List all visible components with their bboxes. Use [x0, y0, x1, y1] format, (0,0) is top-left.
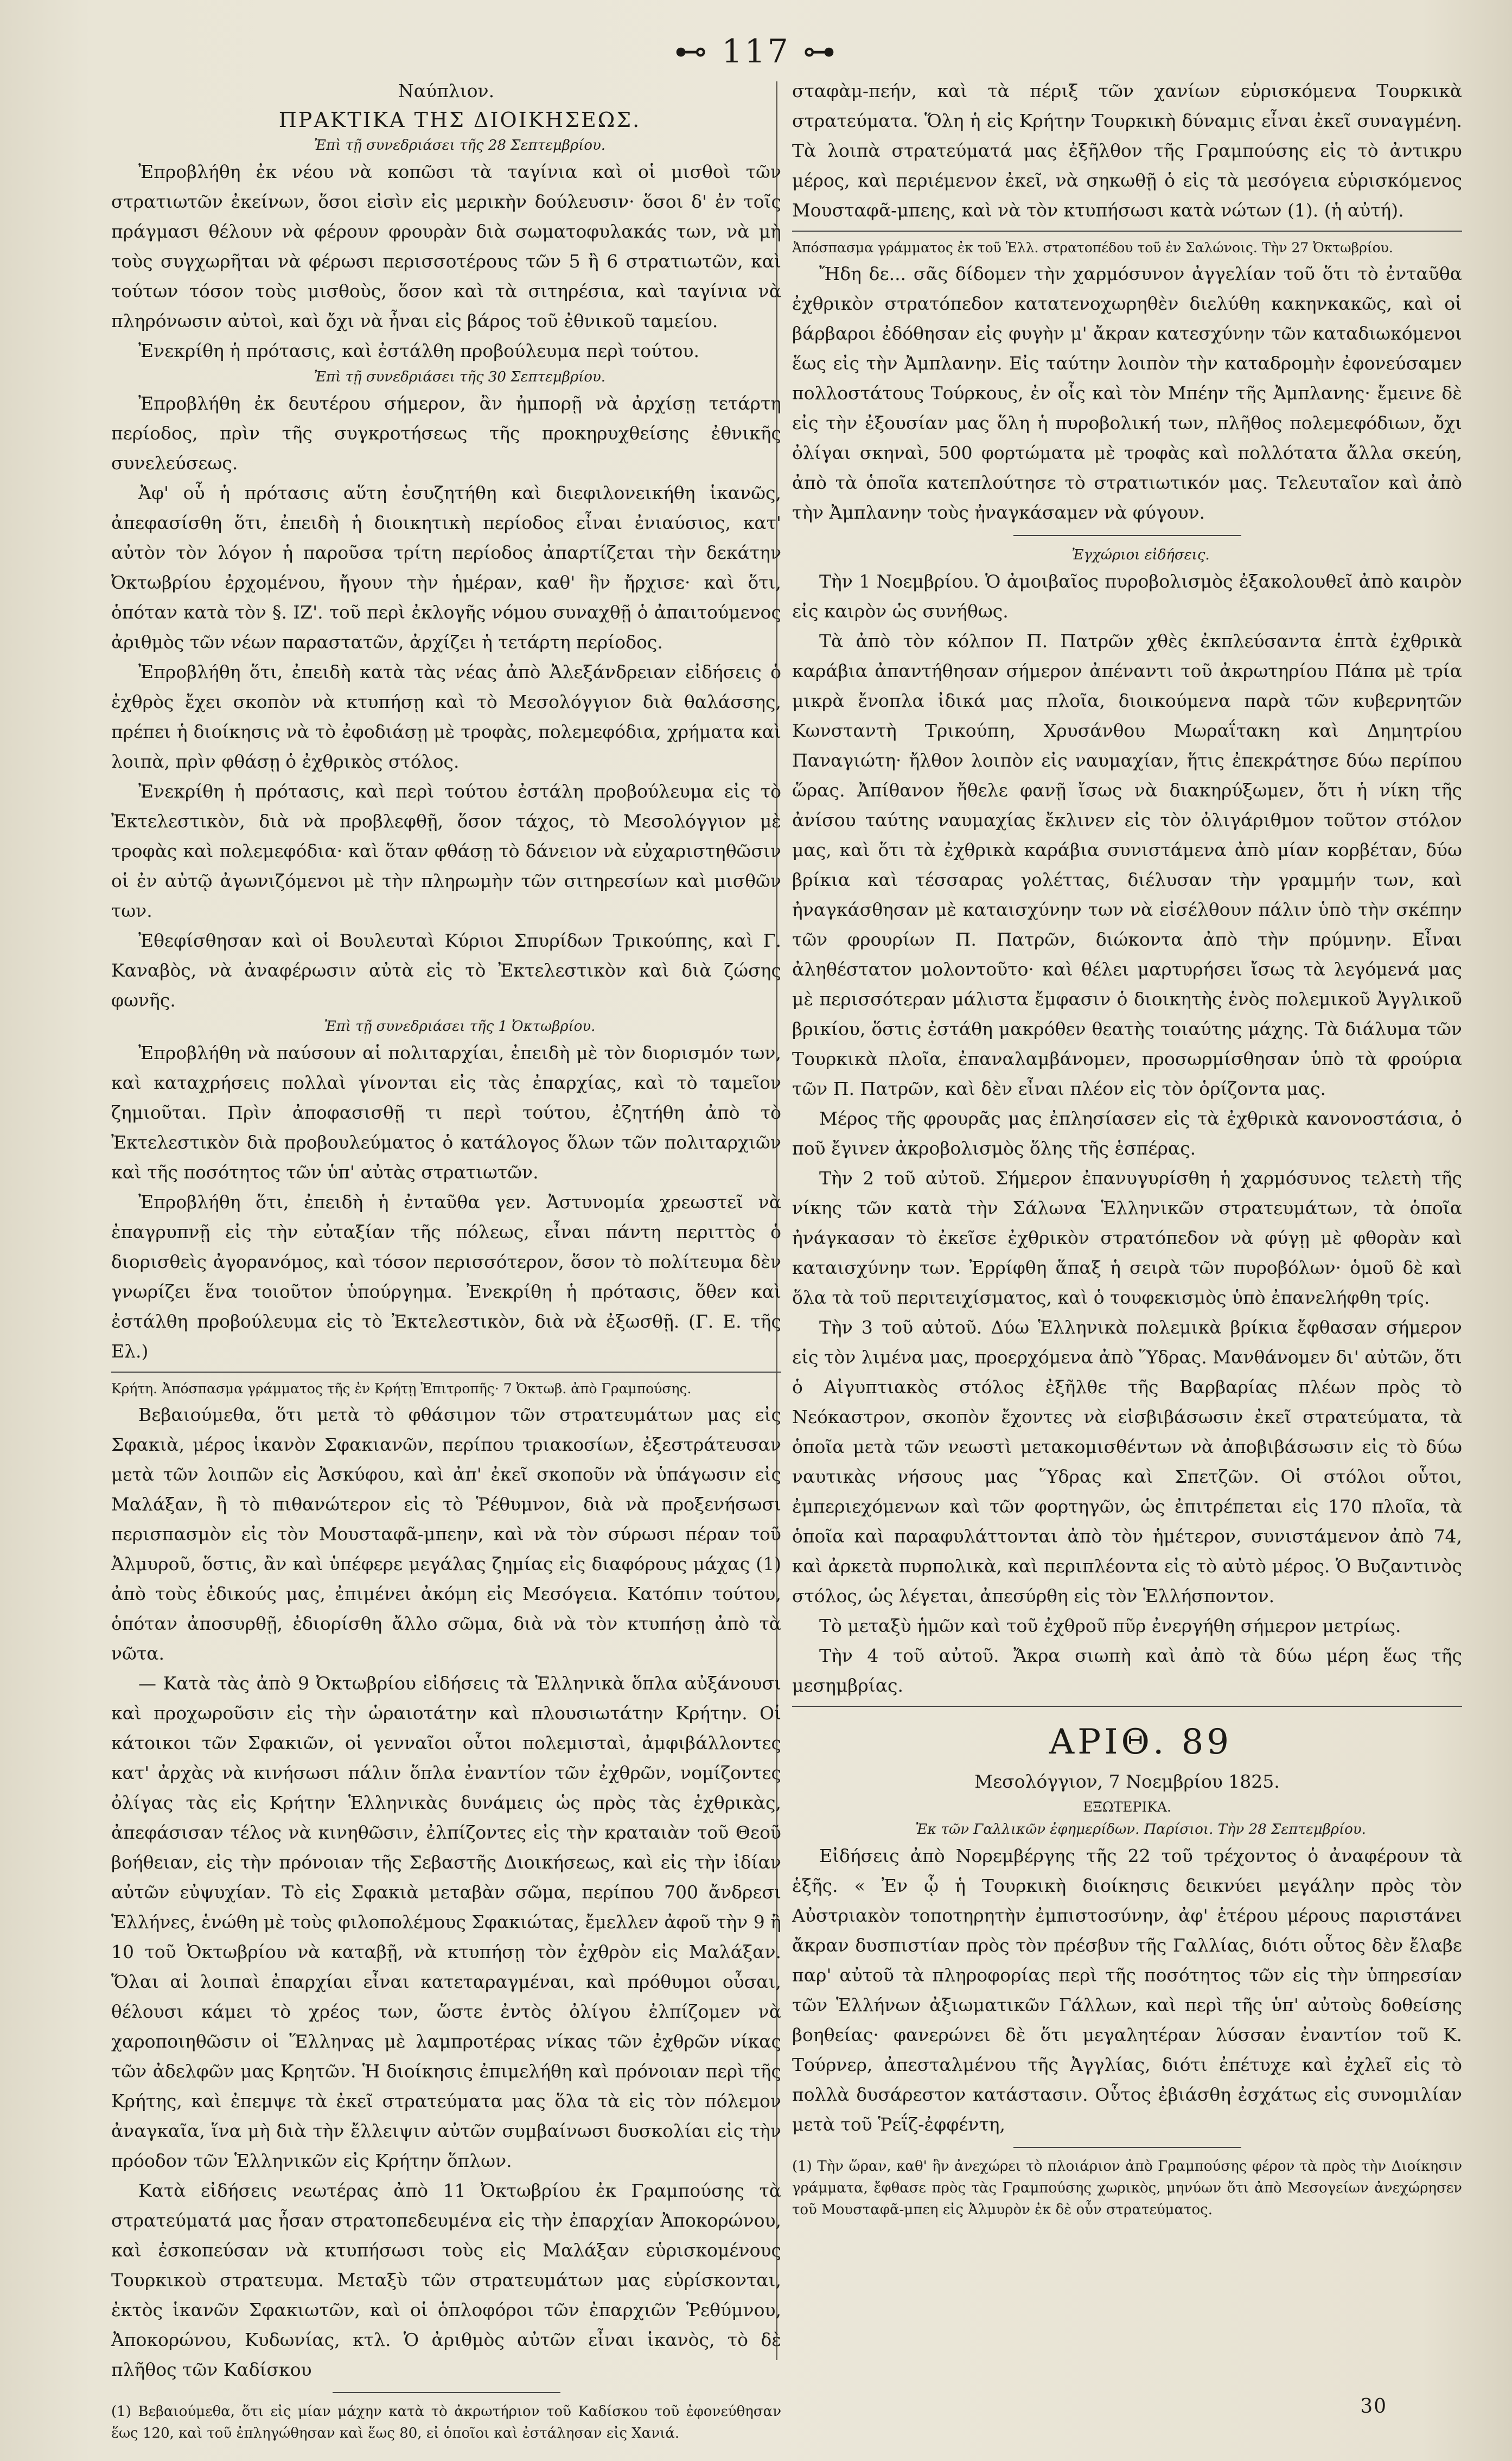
foreign-news-heading: ΕΞΩΤΕΡΙΚΑ.	[1083, 1799, 1171, 1815]
paragraph: Εἰδήσεις ἀπὸ Νορεμβέργης τῆς 22 τοῦ τρέχοντος ὁ ἀναφέρουν τὰ ἑξῆς. « Ἐν ᾧ ἡ Τουρκικὴ διοίκησις δεικνύει μεγάλην πρὸς τὸν Αὐστριακὸν τοποτηρητὴν ἐμπιστοσύνην, ἀφ' ἑτέρου μέρους παριστάνει ἄκραν δυσπιστίαν πρὸς τὸν πρέσβυν τῆς Γαλλίας, διότι οὗτος δὲν ἔλαβε παρ' αὐτοῦ τὰ πληροφορίας περὶ τῆς ποσότητος τῶν εἰς τὴν ὑπηρεσίαν τῶν Ἑλλήνων ἀξιωματικῶν Γάλλων, καὶ περὶ τῆς ὑπ' αὐτοὺς δοθείσης βοηθείας· φανερώνει δὲ ὅτι μεγαλητέραν λύσσαν ἐναντίον τοῦ Κ. Τούρνερ, ἀπεσταλμένου τῆς Ἀγγλίας, διότι ἐπέτυχε καὶ ἐχλεῖ εἰς τὸ πολλὰ δυσάρεστον κατάστασιν. Οὗτος ἐβιάσθη ἐσχάτως εἰς συνομιλίαν μετὰ τοῦ Ῥεΐζ-ἐφφέντη,	[792, 1845, 1462, 2135]
section-rule	[111, 1372, 781, 1373]
issue-number: ΑΡΙΘ. 89	[1049, 1722, 1233, 1762]
paragraph: Ἐπροβλήθη ὅτι, ἐπειδὴ κατὰ τὰς νέας ἀπὸ Ἀλεξάνδρειαν εἰδήσεις ὁ ἐχθρὸς ἔχει σκοπὸν νὰ κτυπήσῃ καὶ τὸ Μεσολόγγιον διὰ θαλάσσης, πρέπει ἡ διοίκησις νὰ τὸ ἐφοδιάσῃ μὲ τροφὰς, πολεμεφόδια, χρήματα καὶ λοιπὰ, πρὶν φθάσῃ ὁ ἐχθρικὸς στόλος.	[111, 661, 781, 772]
paragraph: Ἐπροβλήθη ἐκ δευτέρου σήμερον, ἂν ἠμπορῇ νὰ ἀρχίσῃ τετάρτη περίοδος, πρὶν τῆς συγκροτήσεως τῆς προκηρυχθείσης ἐθνικῆς συνελεύσεως.	[111, 393, 781, 474]
paragraph: Κατὰ εἰδήσεις νεωτέρας ἀπὸ 11 Ὀκτωβρίου ἐκ Γραμπούσης τὰ στρατεύματά μας ἦσαν στρατοπεδευμένα εἰς τὴν ἐπαρχίαν Ἀποκορώνου, καὶ ἐσκοπεύσαν νὰ κτυπήσωσι τοὺς εἰς Μαλάξαν εὑρισκομένους Τουρκικοὺ στρατευμα. Μεταξὺ τῶν στρατευμάτων μας εὑρίσκονται, ἐκτὸς ἱκανῶν Σφακιωτῶν, καὶ οἱ ὁπλοφόροι τῶν ἐπαρχιῶν Ῥεθύμνου, Ἀποκορώνου, Κυδωνίας, κτλ. Ὁ ἀριθμὸς αὐτῶν εἶναι ἱκανὸς, τὸ δὲ πλῆθος τῶν Καδίσκου	[111, 2180, 781, 2380]
section-title: ΠΡΑΚΤΙΚΑ ΤΗΣ ΔΙΟΙΚΗΣΕΩΣ.	[278, 108, 641, 132]
local-news-heading: Ἐγχώριοι εἰδήσεις.	[1071, 547, 1210, 563]
letter-heading: Ἀπόσπασμα γράμματος ἐκ τοῦ Ἑλλ. στρατοπέδου τοῦ ἐν Σαλώνοις. Τὴν 27 Ὀκτωβρίου.	[792, 240, 1393, 256]
session-date: Ἐπὶ τῇ συνεδριάσει τῆς 30 Σεπτεμβρίου.	[314, 369, 606, 385]
folio-ornament-right: ⊶	[790, 33, 838, 71]
session-date: Ἐπὶ τῇ συνεδριάσει τῆς 28 Σεπτεμβρίου.	[314, 137, 606, 154]
sheet-number: 30	[1360, 2395, 1387, 2418]
paragraph: Ἐνεκρίθη ἡ πρότασις, καὶ περὶ τούτου ἐστάλη προβούλευμα εἰς τὸ Ἐκτελεστικὸν, διὰ νὰ προβλεφθῇ, ὅσον τάχος, τὸ Μεσολόγγιον μὲ τροφὰς καὶ πολεμεφόδια· καὶ ὅταν φθάσῃ τὸ δάνειον νὰ εὐχαριστηθῶσιν οἱ ἐν αὐτῷ ἀγωνιζόμενοι μὲ τὴν πληρωμὴν τῶν σιτηρεσίων καὶ μισθῶν των.	[111, 781, 781, 921]
paragraph: — Κατὰ τὰς ἀπὸ 9 Ὀκτωβρίου εἰδήσεις τὰ Ἑλληνικὰ ὅπλα αὐξάνουσι καὶ προχωροῦσιν εἰς τὴν ὡραιοτάτην καὶ πλουσιωτάτην Κρήτην. Οἱ κάτοικοι τῶν Σφακιῶν, οἱ γενναῖοι οὗτοι πολεμισταὶ, ἀμφιβάλλοντες κατ' ἀρχὰς νὰ κινήσωσι πάλιν ὅπλα ἐναντίον τῶν ἐχθρῶν, νομίζοντες ὀλίγας τὰς εἰς Κρήτην Ἑλληνικὰς δυνάμεις ὡς πρὸς τὰς ἐχθρικὰς, ἀπεφάσισαν τέλος νὰ κινηθῶσιν, ἐλπίζοντες εἰς τὴν κραταιὰν τοῦ Θεοῦ βοήθειαν, εἰς τὴν πρόνοιαν τῆς Σεβαστῆς Διοικήσεως, καὶ εἰς τὴν ἰδίαν αὐτῶν εὐψυχίαν. Τὸ εἰς Σφακιὰ μεταβὰν σῶμα, περίπου 700 ἄνδρεσι Ἑλλήνες, ἑνώθη μὲ τοὺς φιλοπολέμους Σφακιώτας, ἔμελλεν ἀφοῦ τὴν 9 ἢ 10 τοῦ Ὀκτωβρίου νὰ καταβῇ, νὰ κτυπήσῃ τὸν ἐχθρὸν εἰς Μαλάξαν. Ὅλαι αἱ λοιπαὶ ἐπαρχίαι εἶναι κατεταραγμέναι, καὶ πρόθυμοι οὖσαι, θέλουσι κάμει τὸ χρέος των, ὥστε ἐντὸς ὀλίγου ἐλπίζομεν νὰ χαροποιηθῶσιν οἱ Ἕλληνας μὲ λαμπροτέρας νίκας τῶν ἐχθρῶν νίκας τῶν ἀδελφῶν μας Κρητῶν. Ἡ διοίκησις ἐπιμελήθη καὶ πρόνοιαν περὶ τῆς Κρήτης, καὶ ἐπεμψε τὰ ἐκεῖ στρατεύματα μας ὅλα τὰ εἰς τὸν πόλεμον ἀναγκαῖα, ἵνα μὴ διὰ τὴν ἔλλειψιν αὐτῶν συμβαίνωσι δυσκολίαι εἰς τὴν πρόοδον τῶν Ἑλληνικῶν εἰς Κρήτην ὅπλων.	[111, 1673, 781, 2171]
paragraph: Βεβαιούμεθα, ὅτι μετὰ τὸ φθάσιμον τῶν στρατευμάτων μας εἰς Σφακιὰ, μέρος ἱκανὸν Σφακιανῶν, περίπου τριακοσίων, ἐξεστράτευσαν μετὰ τῶν λοιπῶν εἰς Ἀσκύφου, καὶ ἀπ' ἐκεῖ σκοποῦν νὰ ὑπάγωσιν εἰς Μαλάξαν, ἢ τὸ πιθανώτερον εἰς τὸ Ῥέθυμνον, διὰ νὰ προξενήσωσι περισπασμὸν εἰς τὸν Μουσταφᾶ-μπεην, καὶ νὰ τὸν σύρωσι πέραν τοῦ Ἀλμυροῦ, ὅστις, ἂν καὶ ὑπέφερε μεγάλας ζημίας εἰς διαφόρους μάχας (1) ἀπὸ τοὺς ἐδικούς μας, ἐπιμένει ἀκόμη εἰς Μεσόγεια. Κατόπιν τούτου, ὁπόταν ἀποσυρθῇ, ἐδιορίσθη ἄλλο σῶμα, διὰ νὰ τὸν κτυπήσῃ ἀπὸ τὰ νῶτα.	[111, 1404, 781, 1664]
page-folio	[0, 33, 1512, 71]
section-rule	[1013, 535, 1241, 536]
paragraph: Τὸ μεταξὺ ἡμῶν καὶ τοῦ ἐχθροῦ πῦρ ἐνεργήθη σήμερον μετρίως.	[819, 1615, 1401, 1636]
session-date: Ἐπὶ τῇ συνεδριάσει τῆς 1 Ὀκτωβρίου.	[324, 1018, 596, 1035]
paragraph: Τὴν 3 τοῦ αὐτοῦ. Δύω Ἑλληνικὰ πολεμικὰ βρίκια ἔφθασαν σήμερον εἰς τὸν λιμένα μας, προερχόμενα ἀπὸ Ὕδρας. Μανθάνομεν δι' αὐτῶν, ὅτι ὁ Αἰγυπτιακὸς στόλος ἐξῆλθε τῆς Βαρβαρίας πλέων πρὸς τὸ Νεόκαστρον, σκοπὸν ἔχοντες νὰ εἰσβιβάσωσιν ἐκεῖ στρατεύματα, τὰ ὁποῖα μετὰ τῶν νεωστὶ μετακομισθέντων νὰ ἀποβιβάσωσιν εἰς τὸ δύω ναυτικὰς νήσους μας Ὕδρας καὶ Σπετζῶν. Οἱ στόλοι οὗτοι, ἐμπεριεχόμενων καὶ τῶν φορτηγῶν, ὡς ἐπιτρέπεται εἰς 170 πλοῖα, τὰ ὁποῖα καὶ παραφυλάττονται ἀπὸ τὸν ἡμέτερον, συνιστάμενον ἀπὸ 74, καὶ ἀρκετὰ πυρπολικὰ, καὶ περιπλέοντα εἰς τὸ αὐτὸ μέρος. Ὁ Βυζαντινὸς στόλος, ὡς λέγεται, ἀπεσύρθη εἰς τὸν Ἑλλήσποντον.	[792, 1317, 1462, 1606]
paragraph: Ἤδη δε... σᾶς δίδομεν τὴν χαρμόσυνον ἀγγελίαν τοῦ ὅτι τὸ ἐνταῦθα ἐχθρικὸν στρατόπεδον κατατενοχωρηθὲν διελύθη κακηνκακῶς, καὶ οἱ βάρβαροι ἐδόθησαν εἰς φυγὴν μ' ἄκραν κατεσχύνην τῶν καταδιωκόμενοι ἕως εἰς τὴν Ἀμπλανην. Εἰς ταύτην λοιπὸν τὴν καταδρομὴν ἐφονεύσαμεν πολλοστάτους Τούρκους, ἐν οἷς καὶ τὸν Μπέην τῆς Ἀμπλανης· ἔμεινε δὲ εἰς τὴν ἐξουσίαν μας ὅλη ἡ πυροβολική των, πλῆθος πολεμεφόδιων, ὄχι ὀλίγαι σκηναὶ, 500 φορτώματα μὲ τροφὰς καὶ πολλότατα ἄλλα σκεύη, ἀπὸ τὰ ὁποῖα κατεπλούτησε τὸ στρατιωτικόν μας. Τελευταῖον καὶ ἀπὸ τὴν Ἀμπλανην τοὺς ἠναγκάσαμεν νὰ φύγουν.	[792, 263, 1462, 523]
paragraph: Τὴν 1 Νοεμβρίου. Ὁ ἀμοιβαῖος πυροβολισμὸς ἐξακολουθεῖ ἀπὸ καιρὸν εἰς καιρὸν ὡς συνήθως.	[792, 571, 1462, 622]
issue-rule	[792, 1706, 1462, 1707]
paragraph: Ἐπροβλήθη ἐκ νέου νὰ κοπῶσι τὰ ταγίνια καὶ οἱ μισθοὶ τῶν στρατιωτῶν ἐκείνων, ὅσοι εἰσὶν εἰς μερικὴν δούλευσιν· ὅσοι δ' ἐν τοῖς πράγμασι θέλουν νὰ φέρουν φρουρὰν διὰ σωματοφυλακάς των, νὰ μὴ τοὺς συγχωρῆται νὰ φέρωσι περισσοτέρους τῶν 5 ἢ 6 στρατιωτῶν, καὶ τούτων τόσον τοὺς μισθοὺς, ὅσον καὶ τὰ σιτηρέσια, καὶ ταγίνια νὰ πληρόνωσιν αὐτοὶ, καὶ ὄχι νὰ ἦναι εἰς βάρος τοῦ ἐθνικοῦ ταμείου.	[111, 161, 781, 331]
paragraph: Ἀφ' οὗ ἡ πρότασις αὕτη ἐσυζητήθη καὶ διεφιλονεικήθη ἱκανῶς, ἀπεφασίσθη ὅτι, ἐπειδὴ ἡ διοικητικὴ περίοδος εἶναι ἐνιαύσιος, κατ' αὐτὸν τὸν λόγον ἡ παροῦσα τρίτη περίοδος ἀπαρτίζεται τὴν δεκάτην Ὀκτωβρίου ἐρχομένου, ἤγουν τὴν ἡμέραν, καθ' ἣν ἤρχισε· καὶ ὅτι, ὁπόταν κατὰ τὸν §. ΙΖ'. τοῦ περὶ ἐκλογῆς νόμου συναχθῇ ὁ ἀπαιτούμενος ἀριθμὸς τῶν νέων παραστατῶν, ἀρχίζει ἡ τετάρτη περίοδος.	[111, 482, 781, 653]
page-number: 117	[722, 33, 790, 71]
footnote: (1) Βεβαιούμεθα, ὅτι εἰς μίαν μάχην κατὰ τὸ ἀκρωτήριον τοῦ Καδίσκου τοῦ ἐφονεύθησαν ἕως 120, καὶ τοῦ ἐπληγώθησαν καὶ ἕως 80, εἰ ὁποῖοι καὶ ἐστάλησαν εἰς Χανιά.	[111, 2403, 781, 2441]
footnote-rule	[1013, 2147, 1241, 2148]
news-source: Ἐκ τῶν Γαλλικῶν ἐφημερίδων. Παρίσιοι. Τὴν 28 Σεπτεμβρίου.	[915, 1821, 1366, 1838]
paragraph: Ἐθεφίσθησαν καὶ οἱ Βουλευταὶ Κύριοι Σπυρίδων Τρικούπης, καὶ Γ. Καναβὸς, νὰ ἀναφέρωσιν αὐτὰ εἰς τὸ Ἐκτελεστικὸν καὶ διὰ ζώσης φωνῆς.	[111, 930, 781, 1011]
issue-dateline: Μεσολόγγιον, 7 Νοεμβρίου 1825.	[974, 1771, 1280, 1792]
footnote-rule	[333, 2392, 560, 2393]
paragraph: Τὴν 4 τοῦ αὐτοῦ. Ἄκρα σιωπὴ καὶ ἀπὸ τὰ δύω μέρη ἕως τῆς μεσημβρίας.	[792, 1645, 1462, 1696]
paragraph: Ἐνεκρίθη ἡ πρότασις, καὶ ἐστάλθη προβούλευμα περὶ τούτου.	[138, 340, 699, 361]
left-column	[111, 76, 781, 2444]
paragraph: Τὰ ἀπὸ τὸν κόλπον Π. Πατρῶν χθὲς ἐκπλεύσαντα ἑπτὰ ἐχθρικὰ καράβια ἀπαντήθησαν σήμερον ἀπέναντι τοῦ ἀκρωτηρίου Πάπα μὲ τρία μικρὰ ἔνοπλα ἰδικά μας πλοῖα, διοικούμενα παρὰ τῶν κυβερνητῶν Κωνσταντὴ Τρικούπη, Χρυσάνθου Μωραΐτακη καὶ Δημητρίου Παναγιώτη· ἤλθον λοιπὸν εἰς ναυμαχίαν, ἥτις ἐπεκράτησε δύω περίπου ὥρας. Ἀπίθανον ἤθελε φανῇ ἴσως νὰ διακηρύξωμεν, ὅτι ἡ νίκη τῆς ἀνίσου ταύτης ναυμαχίας ἔκλινεν εἰς τὸν ὀλιγάριθμον τοῦτον στόλον μας, καὶ ὅτι τὰ ἐχθρικὰ καράβια συνιστάμενα ἀπὸ μίαν κορβέταν, δύω βρίκια καὶ τέσσαρας γολέττας, διέλυσαν τὴν γραμμήν των, καὶ ἠναγκάσθησαν μὲ καταισχύνην των νὰ εἰσέλθουν πάλιν ὑπὸ τὴν σκέπην τῶν φρουρίων Π. Πατρῶν, διώκοντα ἀπὸ τὴν πρύμνην. Εἶναι ἀληθέστατον μολοντοῦτο· καὶ θέλει μαρτυρήσει ἴσως τὰ λεγόμενά μας μὲ περισσότεραν μάλιστα ἔμφασιν ὁ διοικητὴς ἑνὸς πολεμικοῦ Ἀγγλικοῦ βρικίου, ὅστις ἐστάθη μακρόθεν θεατὴς τοιαύτης μάχης. Τὰ διάλυμα τῶν Τουρκικὰ πλοῖα, ἐπαναλαμβάνομεν, προσωρμίσθησαν ὑπὸ τὰ φρούρια τῶν Π. Πατρῶν, καὶ δὲν εἶναι πλέον εἰς τὸν ὁρίζοντα μας.	[792, 630, 1462, 1099]
place-heading: Ναύπλιον.	[398, 80, 495, 101]
paragraph: Ἐπροβλήθη νὰ παύσουν αἱ πολιταρχίαι, ἐπειδὴ μὲ τὸν διορισμόν των, καὶ καταχρήσεις πολλαὶ γίνονται εἰς τὰς ἐπαρχίας, καὶ τὸ ταμεῖον ζημιοῦται. Πρὶν ἀποφασισθῇ τι περὶ τούτου, ἐζητήθη ἀπὸ τὸ Ἐκτελεστικὸν διὰ προβουλεύματος ὁ κατάλογος ὅλων τῶν πολιταρχιῶν καὶ τῆς ποσότητος τῶν ὑπ' αὐτὰς στρατιωτῶν.	[111, 1042, 781, 1183]
crete-heading: Κρήτη. Ἀπόσπασμα γράμματος τῆς ἐν Κρήτῃ Ἐπιτροπῆς· 7 Ὀκτωβ. ἀπὸ Γραμπούσης.	[111, 1381, 692, 1397]
paragraph: Μέρος τῆς φρουρᾶς μας ἐπλησίασεν εἰς τὰ ἐχθρικὰ κανονοστάσια, ὁ ποῦ ἔγινεν ἀκροβολισμὸς ὅλης τῆς ἑσπέρας.	[792, 1108, 1462, 1159]
footnote: (1) Τὴν ὥραν, καθ' ἣν ἀνεχώρει τὸ πλοιάριον ἀπὸ Γραμπούσης φέρον τὰ πρὸς τὴν Διοίκησιν γράμματα, ἔφθασε πρὸς τὰς Γραμπούσης χωρικὸς, μηνύων ὅτι ἀπὸ Μεσογείων ἀνεχώρησεν τοῦ Μουσταφᾶ-μπεη εἰς Ἀλμυρὸν ἐκ δὲ οὖν στρατεύματος.	[792, 2158, 1462, 2218]
paragraph: Ἐπροβλήθη ὅτι, ἐπειδὴ ἡ ἐνταῦθα γεν. Ἀστυνομία χρεωστεῖ νὰ ἐπαγρυπνῇ εἰς τὴν εὐταξίαν τῆς πόλεως, εἶναι πάντη περιττὸς ὁ διορισθεὶς ἀγορανόμος, καὶ τόσον περισσότερον, ὅσον τὸ πολίτευμα δὲν γνωρίζει ἕνα τοιοῦτον ὑπούργημα. Ἐνεκρίθη ἡ πρότασις, ὅθεν καὶ ἐστάλθη προβούλευμα εἰς τὸ Ἐκτελεστικὸν, διὰ νὰ ἐξωσθῇ. (Γ. Ε. τῆς Ελ.)	[111, 1191, 781, 1362]
paragraph: Τὴν 2 τοῦ αὐτοῦ. Σήμερον ἐπανυγυρίσθη ἡ χαρμόσυνος τελετὴ τῆς νίκης τῶν κατὰ τὴν Σάλωνα Ἑλληνικῶν στρατευμάτων, τὰ ὁποῖα ἠνάγκασαν τὸ ἐκεῖσε ἐχθρικὸν στρατόπεδον νὰ φύγῃ μὲ φθορὰν καὶ καταισχύνην των. Ἐρρίφθη ἅπαξ ἡ σειρὰ τῶν πυροβόλων· ὁμοῦ δὲ καὶ ὅλα τὰ τοῦ περιτειχίσματος, καὶ ὁ τουφεκισμὸς ὑπὸ ἐπανελήφθη τρίς.	[792, 1168, 1462, 1308]
paragraph: σταφὰμ-πεήν, καὶ τὰ πέριξ τῶν χανίων εὑρισκόμενα Τουρκικὰ στρατεύματα. Ὅλη ἡ εἰς Κρήτην Τουρκικὴ δύναμις εἶναι ἐκεῖ συναγμένη. Τὰ λοιπὰ στρατεύματά μας ἐξῆλθον τῆς Γραμπούσης εἰς τὸ ἀντικρυ μέρος, καὶ περιέμενον ἐκεῖ, νὰ σηκωθῇ ὁ εἰς τὰ μεσόγεια εὑρισκόμενος Μουσταφᾶ-μπεης, καὶ νὰ τὸν κτυπήσωσι κατὰ νώτων (1). (ἡ αὐτή).	[792, 80, 1462, 221]
folio-ornament-left: ⊷	[674, 33, 722, 71]
section-rule	[792, 231, 1462, 232]
right-column	[792, 76, 1462, 2221]
